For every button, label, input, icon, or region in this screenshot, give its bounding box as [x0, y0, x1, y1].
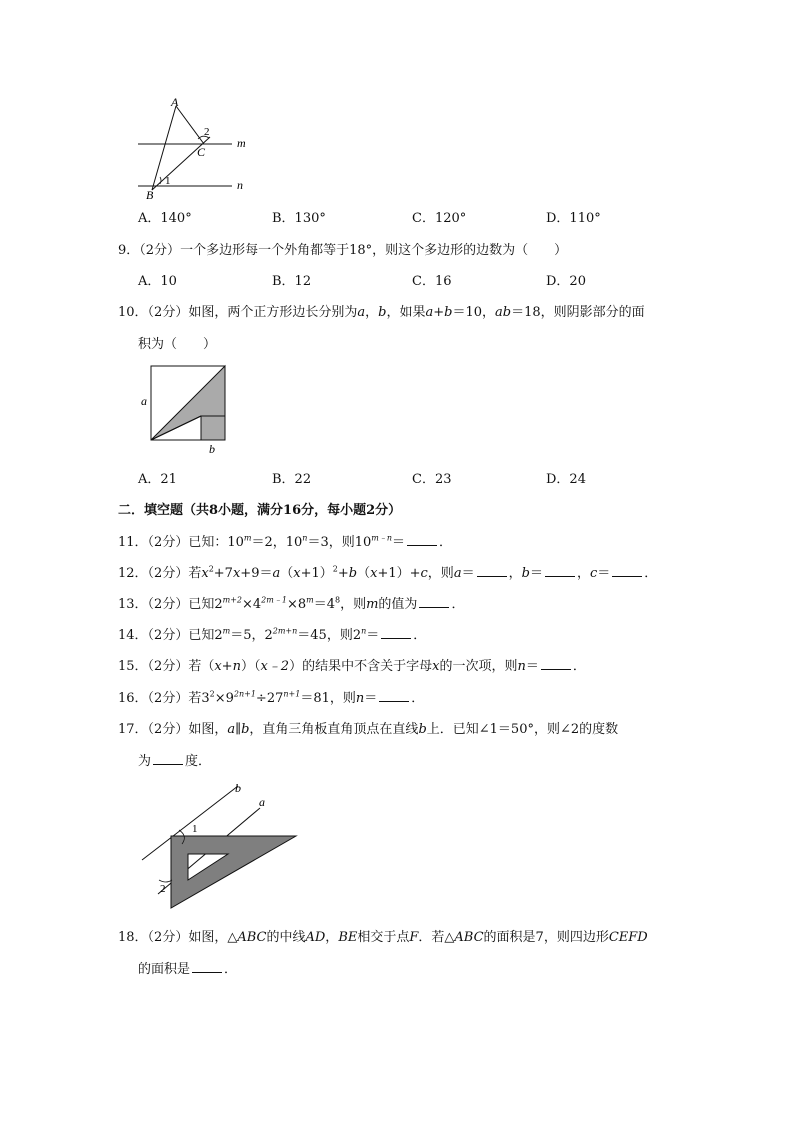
answer-blank-b[interactable]	[545, 565, 575, 577]
answer-blank[interactable]	[379, 690, 409, 702]
label-C: C	[197, 145, 206, 159]
question-17: 17．（2分）如图，a∥b，直角三角板直角顶点在直线b上．已知∠1＝50°，则∠2的度数	[118, 722, 619, 737]
figure-two-squares	[135, 360, 235, 460]
q8-option-a[interactable]: A．140°	[138, 211, 192, 226]
question-9: 9．（2分）一个多边形每一个外角都等于18°，则这个多边形的边数为（ ）	[118, 243, 568, 258]
answer-blank-c[interactable]	[612, 565, 642, 577]
figure-parallel-lines-triangle	[130, 92, 260, 202]
label-1: 1	[165, 175, 171, 187]
label-b: b	[209, 442, 215, 456]
question-12: 12．（2分）若$x^2+7x+9=a(x+1)^2+b(x+1)+c$，则a＝ ，b＝ ，c＝ ．	[118, 564, 658, 581]
q8-option-c[interactable]: C．120°	[412, 211, 467, 226]
question-11: 11．（2分）已知：$10^m=2$，$10^n=3$，则$10^{m﹣n}=$ ．	[118, 533, 453, 550]
label-A: A	[171, 95, 179, 109]
answer-blank[interactable]	[381, 627, 411, 639]
label-a: a	[259, 795, 265, 809]
question-13: 13．（2分）已知$2^{m+2}\times 4^{2m﹣1}\times 8^m=4^8$，则m的值为 ．	[118, 595, 465, 612]
q9-option-c[interactable]: C．16	[412, 274, 452, 289]
figure-triangle-ruler	[130, 772, 310, 917]
answer-blank[interactable]	[541, 658, 571, 670]
question-14: 14．（2分）已知$2^m=5$，$2^{2m+n}=45$，则$2^n=$ ．	[118, 626, 427, 643]
question-10-line-2: 积为（ ）	[138, 337, 217, 352]
answer-blank[interactable]	[407, 534, 437, 546]
q10-option-b[interactable]: B．22	[272, 472, 312, 487]
q9-option-b[interactable]: B．12	[272, 274, 312, 289]
label-n: n	[237, 178, 243, 192]
answer-blank-a[interactable]	[477, 565, 507, 577]
answer-blank[interactable]	[192, 961, 222, 973]
answer-blank[interactable]	[419, 596, 449, 608]
question-18: 18．（2分）如图，△ABC的中线AD，BE相交于点F．若△ABC的面积是7，则四边形CEFD	[118, 930, 648, 945]
label-1: 1	[192, 823, 198, 835]
label-m: m	[237, 136, 246, 150]
q10-option-d[interactable]: D．24	[546, 472, 586, 487]
question-18-line-2: 的面积是 ．	[138, 962, 238, 977]
q9-option-d[interactable]: D．20	[546, 274, 586, 289]
q10-option-c[interactable]: C．23	[412, 472, 452, 487]
q8-option-d[interactable]: D．110°	[546, 211, 601, 226]
label-b: b	[235, 781, 241, 795]
q8-option-b[interactable]: B．130°	[272, 211, 326, 226]
label-B: B	[146, 188, 154, 202]
q10-option-a[interactable]: A．21	[138, 472, 177, 487]
label-2: 2	[204, 126, 210, 138]
question-17-line-2: 为 度．	[138, 754, 212, 769]
label-a: a	[141, 394, 147, 408]
label-2: 2	[160, 883, 166, 895]
q9-option-a[interactable]: A．10	[138, 274, 177, 289]
question-16: 16．（2分）若$3^2\times 9^{2n+1}\div 27^{n+1}=81$，则n＝ ．	[118, 689, 425, 706]
question-10: 10．（2分）如图，两个正方形边长分别为a，b，如果a+b＝10，ab＝18，则阴影部分的面	[118, 305, 645, 320]
question-15: 15．（2分）若（x+n）（x﹣2）的结果中不含关于字母x的一次项，则n＝ ．	[118, 659, 586, 674]
section-title: 二．填空题（共8小题，满分16分，每小题2分）	[118, 503, 402, 518]
answer-blank[interactable]	[153, 753, 183, 765]
